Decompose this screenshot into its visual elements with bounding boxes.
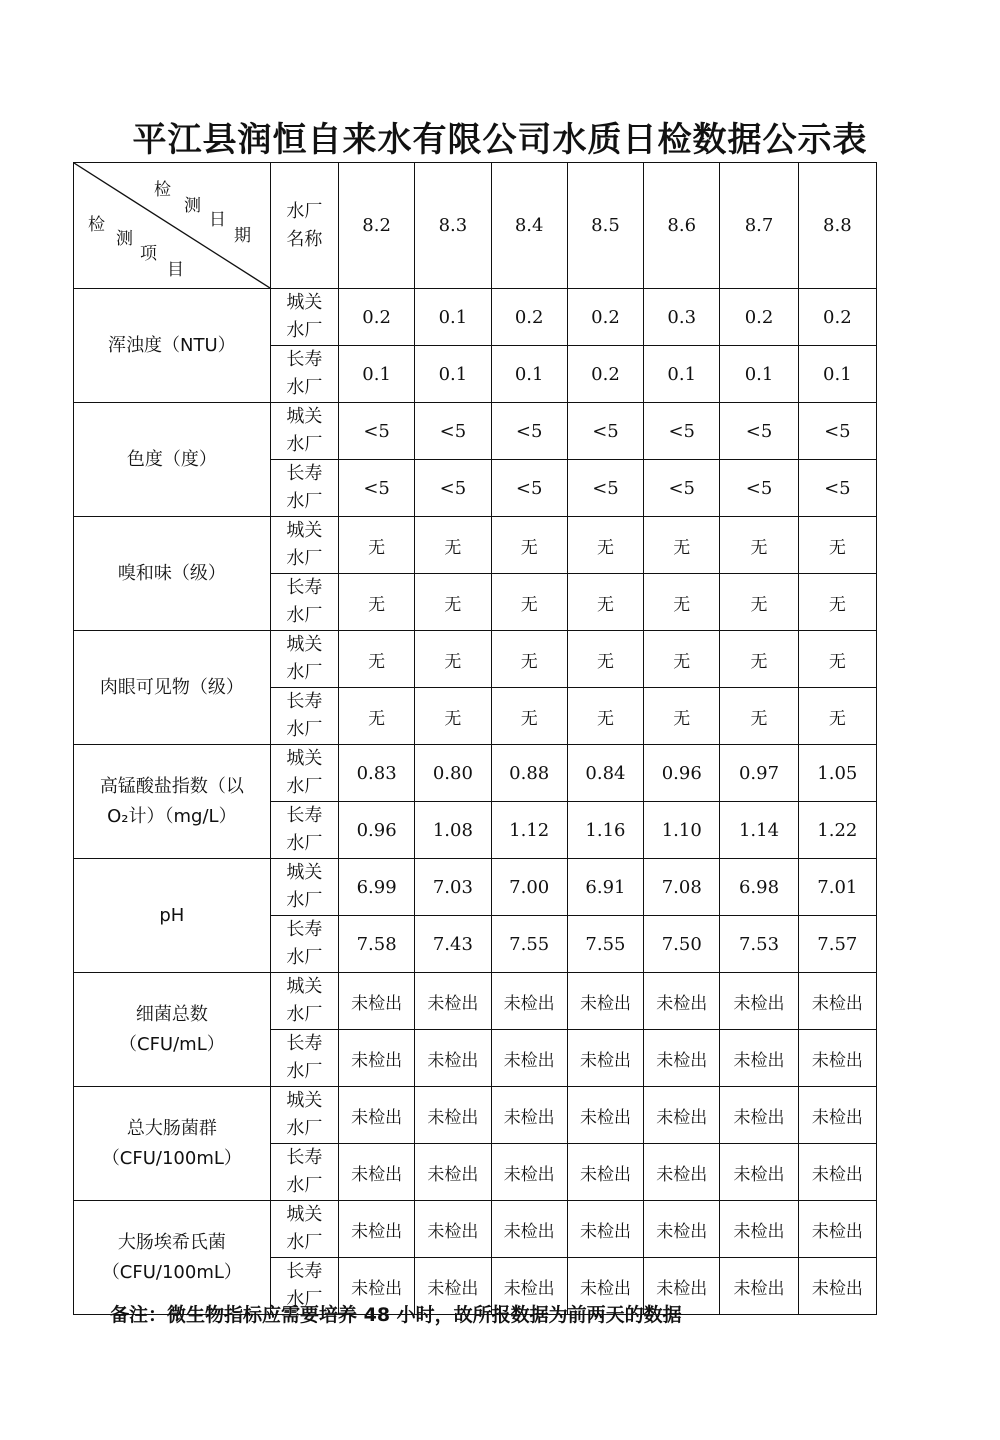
value-cell: <5 xyxy=(720,460,798,517)
value-cell: 无 xyxy=(798,574,876,631)
value-cell: 未检出 xyxy=(491,973,567,1030)
plant-label-line: 城关 xyxy=(286,976,323,997)
value-cell: 7.43 xyxy=(415,916,491,973)
plant-label-line: 长寿 xyxy=(286,577,323,598)
value-cell: 未检出 xyxy=(644,1258,720,1315)
value-cell: <5 xyxy=(415,403,491,460)
value-cell: 7.00 xyxy=(491,859,567,916)
plant-label-line: 水厂 xyxy=(286,1175,323,1196)
plant-cell xyxy=(270,973,338,1030)
value-cell: 7.08 xyxy=(644,859,720,916)
plant-label-line: 长寿 xyxy=(286,805,323,826)
value-cell: 0.2 xyxy=(567,346,643,403)
test-item-line: 细菌总数 xyxy=(135,1003,208,1025)
table-row xyxy=(74,403,877,460)
value-cell: 7.01 xyxy=(798,859,876,916)
plant-label-line: 水厂 xyxy=(286,1061,323,1082)
test-item-line: 大肠埃希氏菌 xyxy=(117,1231,226,1253)
value-cell: <5 xyxy=(644,460,720,517)
table-row xyxy=(74,973,877,1030)
test-item-line: 肉眼可见物（级） xyxy=(99,676,244,698)
value-cell: <5 xyxy=(338,403,414,460)
value-cell: 无 xyxy=(415,631,491,688)
plant-name-header xyxy=(270,163,338,289)
value-cell: <5 xyxy=(720,403,798,460)
value-cell: 0.80 xyxy=(415,745,491,802)
value-cell: 无 xyxy=(338,688,414,745)
plant-label-line: 城关 xyxy=(286,634,323,655)
value-cell: 0.2 xyxy=(798,289,876,346)
plant-label-line: 水厂 xyxy=(286,1289,323,1310)
plant-cell xyxy=(270,745,338,802)
value-cell: 无 xyxy=(644,574,720,631)
value-cell: 未检出 xyxy=(415,1201,491,1258)
value-cell: <5 xyxy=(567,403,643,460)
test-item-name xyxy=(74,859,271,973)
test-item-name xyxy=(74,517,271,631)
corner-top-char: 期 xyxy=(234,226,251,246)
plant-label-line: 水厂 xyxy=(286,1004,323,1025)
test-item-name xyxy=(74,631,271,745)
value-cell: 0.1 xyxy=(415,346,491,403)
plant-label-line: 水厂 xyxy=(286,434,323,455)
plant-label-line: 长寿 xyxy=(286,1147,323,1168)
value-cell: <5 xyxy=(491,403,567,460)
plant-label-line: 水厂 xyxy=(286,491,323,512)
value-cell: <5 xyxy=(644,403,720,460)
test-item-name xyxy=(74,289,271,403)
value-cell: 未检出 xyxy=(798,1258,876,1315)
value-cell: 未检出 xyxy=(415,1144,491,1201)
value-cell: 0.97 xyxy=(720,745,798,802)
plant-cell xyxy=(270,916,338,973)
value-cell: 未检出 xyxy=(338,973,414,1030)
value-cell: 无 xyxy=(491,688,567,745)
date-header: 8.4 xyxy=(491,163,567,289)
date-header: 8.7 xyxy=(720,163,798,289)
date-header: 8.2 xyxy=(338,163,414,289)
corner-bottom-char: 目 xyxy=(167,260,184,280)
value-cell: 无 xyxy=(567,688,643,745)
plant-label-line: 城关 xyxy=(286,1090,323,1111)
value-cell: <5 xyxy=(798,403,876,460)
test-item-line: （CFU/mL） xyxy=(119,1033,225,1055)
plant-cell xyxy=(270,346,338,403)
value-cell: 1.05 xyxy=(798,745,876,802)
value-cell: 0.88 xyxy=(491,745,567,802)
value-cell: 无 xyxy=(338,574,414,631)
date-header: 8.5 xyxy=(567,163,643,289)
value-cell: 0.96 xyxy=(644,745,720,802)
value-cell: 无 xyxy=(720,574,798,631)
value-cell: 未检出 xyxy=(720,1087,798,1144)
value-cell: 0.84 xyxy=(567,745,643,802)
value-cell: 7.53 xyxy=(720,916,798,973)
plant-label-line: 长寿 xyxy=(286,1033,323,1054)
value-cell: 6.91 xyxy=(567,859,643,916)
value-cell: 0.1 xyxy=(338,346,414,403)
plant-cell xyxy=(270,1201,338,1258)
header-row xyxy=(74,163,877,289)
test-item-name xyxy=(74,745,271,859)
value-cell: 无 xyxy=(798,631,876,688)
test-item-line: O₂计）（mg/L） xyxy=(107,805,237,827)
value-cell: 无 xyxy=(720,631,798,688)
value-cell: 未检出 xyxy=(567,973,643,1030)
date-header: 8.8 xyxy=(798,163,876,289)
value-cell: 未检出 xyxy=(644,1087,720,1144)
value-cell: 未检出 xyxy=(720,1201,798,1258)
value-cell: 未检出 xyxy=(720,973,798,1030)
value-cell: 7.50 xyxy=(644,916,720,973)
value-cell: 1.08 xyxy=(415,802,491,859)
footnote: 备注：微生物指标应需要培养 48 小时，故所报数据为前两天的数据 xyxy=(110,1304,682,1326)
value-cell: 未检出 xyxy=(338,1258,414,1315)
value-cell: 未检出 xyxy=(798,1087,876,1144)
value-cell: 无 xyxy=(567,631,643,688)
value-cell: 未检出 xyxy=(567,1087,643,1144)
value-cell: 未检出 xyxy=(491,1087,567,1144)
value-cell: 无 xyxy=(720,517,798,574)
value-cell: 未检出 xyxy=(338,1030,414,1087)
value-cell: 无 xyxy=(491,631,567,688)
plant-header-line: 水厂 xyxy=(286,200,323,222)
value-cell: 未检出 xyxy=(798,1201,876,1258)
value-cell: 0.2 xyxy=(720,289,798,346)
plant-label-line: 水厂 xyxy=(286,890,323,911)
date-header: 8.6 xyxy=(644,163,720,289)
value-cell: 无 xyxy=(644,517,720,574)
test-item-line: （CFU/100mL） xyxy=(101,1261,242,1283)
value-cell: 无 xyxy=(798,517,876,574)
plant-cell xyxy=(270,403,338,460)
value-cell: 无 xyxy=(798,688,876,745)
value-cell: 1.22 xyxy=(798,802,876,859)
value-cell: 未检出 xyxy=(415,973,491,1030)
value-cell: 0.1 xyxy=(798,346,876,403)
value-cell: 0.83 xyxy=(338,745,414,802)
value-cell: 无 xyxy=(338,517,414,574)
value-cell: 0.1 xyxy=(491,346,567,403)
value-cell: 1.10 xyxy=(644,802,720,859)
value-cell: 未检出 xyxy=(338,1201,414,1258)
test-item-name xyxy=(74,403,271,517)
value-cell: <5 xyxy=(415,460,491,517)
plant-cell xyxy=(270,517,338,574)
value-cell: 未检出 xyxy=(798,1030,876,1087)
corner-bottom-char: 检 xyxy=(88,215,105,235)
table-row xyxy=(74,631,877,688)
plant-label-line: 长寿 xyxy=(286,691,323,712)
value-cell: 无 xyxy=(415,688,491,745)
corner-top-char: 检 xyxy=(154,180,171,200)
value-cell: 无 xyxy=(720,688,798,745)
value-cell: 无 xyxy=(644,631,720,688)
plant-label-line: 水厂 xyxy=(286,377,323,398)
plant-header-line: 名称 xyxy=(286,228,323,250)
value-cell: 无 xyxy=(491,574,567,631)
value-cell: 无 xyxy=(415,574,491,631)
value-cell: 0.2 xyxy=(491,289,567,346)
plant-label-line: 水厂 xyxy=(286,947,323,968)
plant-label-line: 水厂 xyxy=(286,833,323,854)
plant-cell xyxy=(270,1030,338,1087)
value-cell: 未检出 xyxy=(644,1030,720,1087)
plant-label-line: 城关 xyxy=(286,406,323,427)
value-cell: 未检出 xyxy=(338,1144,414,1201)
value-cell: 无 xyxy=(567,574,643,631)
plant-label-line: 长寿 xyxy=(286,919,323,940)
plant-cell xyxy=(270,1087,338,1144)
test-item-line: （CFU/100mL） xyxy=(101,1147,242,1169)
value-cell: <5 xyxy=(491,460,567,517)
plant-cell xyxy=(270,574,338,631)
value-cell: 未检出 xyxy=(644,1144,720,1201)
corner-top-char: 测 xyxy=(184,196,201,216)
value-cell: 7.57 xyxy=(798,916,876,973)
test-item-line: 浑浊度（NTU） xyxy=(108,334,236,356)
plant-label-line: 长寿 xyxy=(286,463,323,484)
value-cell: 无 xyxy=(338,631,414,688)
value-cell: 未检出 xyxy=(720,1030,798,1087)
plant-label-line: 水厂 xyxy=(286,776,323,797)
plant-label-line: 水厂 xyxy=(286,662,323,683)
table-row xyxy=(74,859,877,916)
plant-cell xyxy=(270,859,338,916)
value-cell: 无 xyxy=(415,517,491,574)
value-cell: 6.98 xyxy=(720,859,798,916)
corner-top-char: 日 xyxy=(209,210,226,230)
value-cell: 0.1 xyxy=(720,346,798,403)
value-cell: 未检出 xyxy=(415,1258,491,1315)
value-cell: 0.2 xyxy=(567,289,643,346)
value-cell: 1.16 xyxy=(567,802,643,859)
corner-cell xyxy=(74,163,271,289)
plant-label-line: 城关 xyxy=(286,1204,323,1225)
test-item-line: pH xyxy=(159,904,185,926)
value-cell: 未检出 xyxy=(491,1201,567,1258)
plant-cell xyxy=(270,460,338,517)
value-cell: 无 xyxy=(644,688,720,745)
value-cell: 未检出 xyxy=(567,1144,643,1201)
value-cell: 未检出 xyxy=(415,1030,491,1087)
value-cell: <5 xyxy=(338,460,414,517)
value-cell: 未检出 xyxy=(415,1087,491,1144)
plant-label-line: 城关 xyxy=(286,748,323,769)
plant-label-line: 水厂 xyxy=(286,719,323,740)
value-cell: 1.14 xyxy=(720,802,798,859)
value-cell: 7.58 xyxy=(338,916,414,973)
plant-cell xyxy=(270,688,338,745)
value-cell: 未检出 xyxy=(491,1030,567,1087)
date-header: 8.3 xyxy=(415,163,491,289)
test-item-line: 嗅和味（级） xyxy=(117,562,226,584)
table-row xyxy=(74,517,877,574)
test-item-line: 高锰酸盐指数（以 xyxy=(99,775,244,797)
value-cell: 0.96 xyxy=(338,802,414,859)
value-cell: 0.2 xyxy=(338,289,414,346)
value-cell: 未检出 xyxy=(338,1087,414,1144)
value-cell: <5 xyxy=(567,460,643,517)
test-item-name xyxy=(74,1201,271,1315)
plant-label-line: 城关 xyxy=(286,520,323,541)
value-cell: 未检出 xyxy=(567,1258,643,1315)
value-cell: 未检出 xyxy=(798,1144,876,1201)
value-cell: 未检出 xyxy=(798,973,876,1030)
plant-label-line: 长寿 xyxy=(286,1261,323,1282)
test-item-name xyxy=(74,973,271,1087)
value-cell: 未检出 xyxy=(567,1201,643,1258)
table-row xyxy=(74,289,877,346)
value-cell: 无 xyxy=(567,517,643,574)
table-row xyxy=(74,1201,877,1258)
plant-label-line: 城关 xyxy=(286,292,323,313)
plant-cell xyxy=(270,289,338,346)
plant-label-line: 水厂 xyxy=(286,605,323,626)
value-cell: 7.55 xyxy=(567,916,643,973)
plant-label-line: 城关 xyxy=(286,862,323,883)
corner-bottom-char: 项 xyxy=(140,244,157,264)
test-item-line: 总大肠菌群 xyxy=(126,1117,217,1139)
page-title: 平江县润恒自来水有限公司水质日检数据公示表 xyxy=(132,120,868,160)
value-cell: 7.55 xyxy=(491,916,567,973)
value-cell: 无 xyxy=(491,517,567,574)
value-cell: 未检出 xyxy=(644,1201,720,1258)
value-cell: 0.1 xyxy=(644,346,720,403)
value-cell: 0.1 xyxy=(415,289,491,346)
value-cell: 1.12 xyxy=(491,802,567,859)
plant-cell xyxy=(270,631,338,688)
value-cell: 未检出 xyxy=(491,1144,567,1201)
value-cell: 未检出 xyxy=(491,1258,567,1315)
table-row xyxy=(74,745,877,802)
corner-bottom-char: 测 xyxy=(116,229,133,249)
value-cell: <5 xyxy=(798,460,876,517)
plant-label-line: 水厂 xyxy=(286,1232,323,1253)
table-row xyxy=(74,1087,877,1144)
test-item-line: 色度（度） xyxy=(126,448,217,470)
value-cell: 未检出 xyxy=(644,973,720,1030)
plant-label-line: 水厂 xyxy=(286,1118,323,1139)
plant-label-line: 水厂 xyxy=(286,320,323,341)
plant-cell xyxy=(270,1144,338,1201)
value-cell: 未检出 xyxy=(720,1258,798,1315)
plant-label-line: 长寿 xyxy=(286,349,323,370)
value-cell: 7.03 xyxy=(415,859,491,916)
plant-cell xyxy=(270,802,338,859)
value-cell: 未检出 xyxy=(567,1030,643,1087)
plant-label-line: 水厂 xyxy=(286,548,323,569)
value-cell: 0.3 xyxy=(644,289,720,346)
value-cell: 未检出 xyxy=(720,1144,798,1201)
water-quality-table xyxy=(73,162,877,1315)
test-item-name xyxy=(74,1087,271,1201)
value-cell: 6.99 xyxy=(338,859,414,916)
